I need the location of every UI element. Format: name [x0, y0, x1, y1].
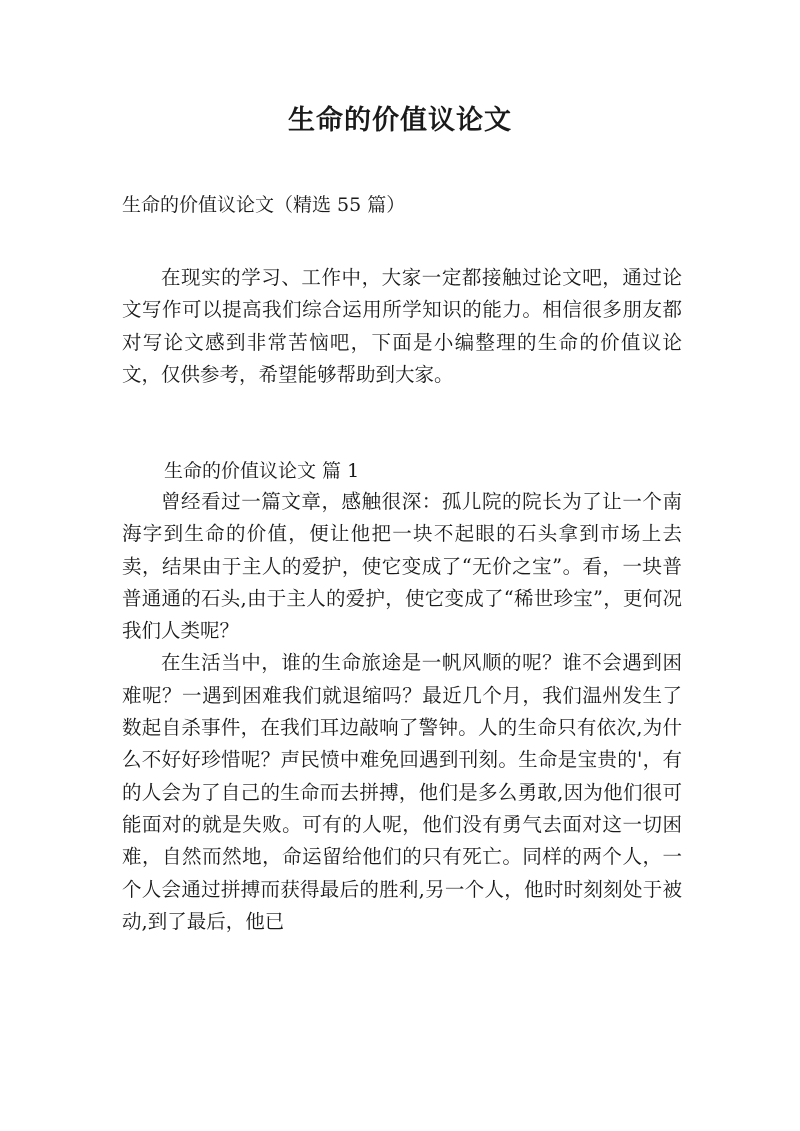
body-paragraph: 曾经看过一篇文章，感触很深：孤儿院的院长为了让一个南海字到生命的价值，便让他把一块不起眼的石头拿到市场上去卖，结果由于主人的爱护，使它变成了“无价之宝”。看，一块普普通通的石头,由于主人的爱护，使它变成了“稀世珍宝”，更何况我们人类呢？: [122, 490, 682, 643]
section-heading: 生命的价值议论文 篇 1: [164, 460, 360, 482]
intro-paragraph: 在现实的学习、工作中，大家一定都接触过论文吧，通过论文写作可以提高我们综合运用所学知识的能力。相信很多朋友都对写论文感到非常苦恼吧，下面是小编整理的生命的价值议论文，仅供参考，希望能够帮助到大家。: [122, 266, 682, 386]
section-body: [122, 486, 682, 938]
document-subtitle: 生命的价值议论文（精选 55 篇）: [122, 194, 406, 216]
body-paragraph: 在生活当中，谁的生命旅途是一帆风顺的呢？谁不会遇到困难呢？一遇到困难我们就退缩吗？最近几个月，我们温州发生了数起自杀事件，在我们耳边敲响了警钟。人的生命只有依次,为什么不好好珍惜呢？声民愤中难免回遇到刊刻。生命是宝贵的'，有的人会为了自己的生命而去拼搏，他们是多么勇敢,因为他们很可能面对的就是失败。可有的人呢，他们没有勇气去面对这一切困难，自然而然地，命运留给他们的只有死亡。同样的两个人，一个人会通过拼搏而获得最后的胜利,另一个人，他时时刻刻处于被动,到了最后，他已: [122, 651, 682, 933]
intro-block: [122, 262, 682, 391]
document-title: 生命的价值议论文: [288, 105, 512, 136]
